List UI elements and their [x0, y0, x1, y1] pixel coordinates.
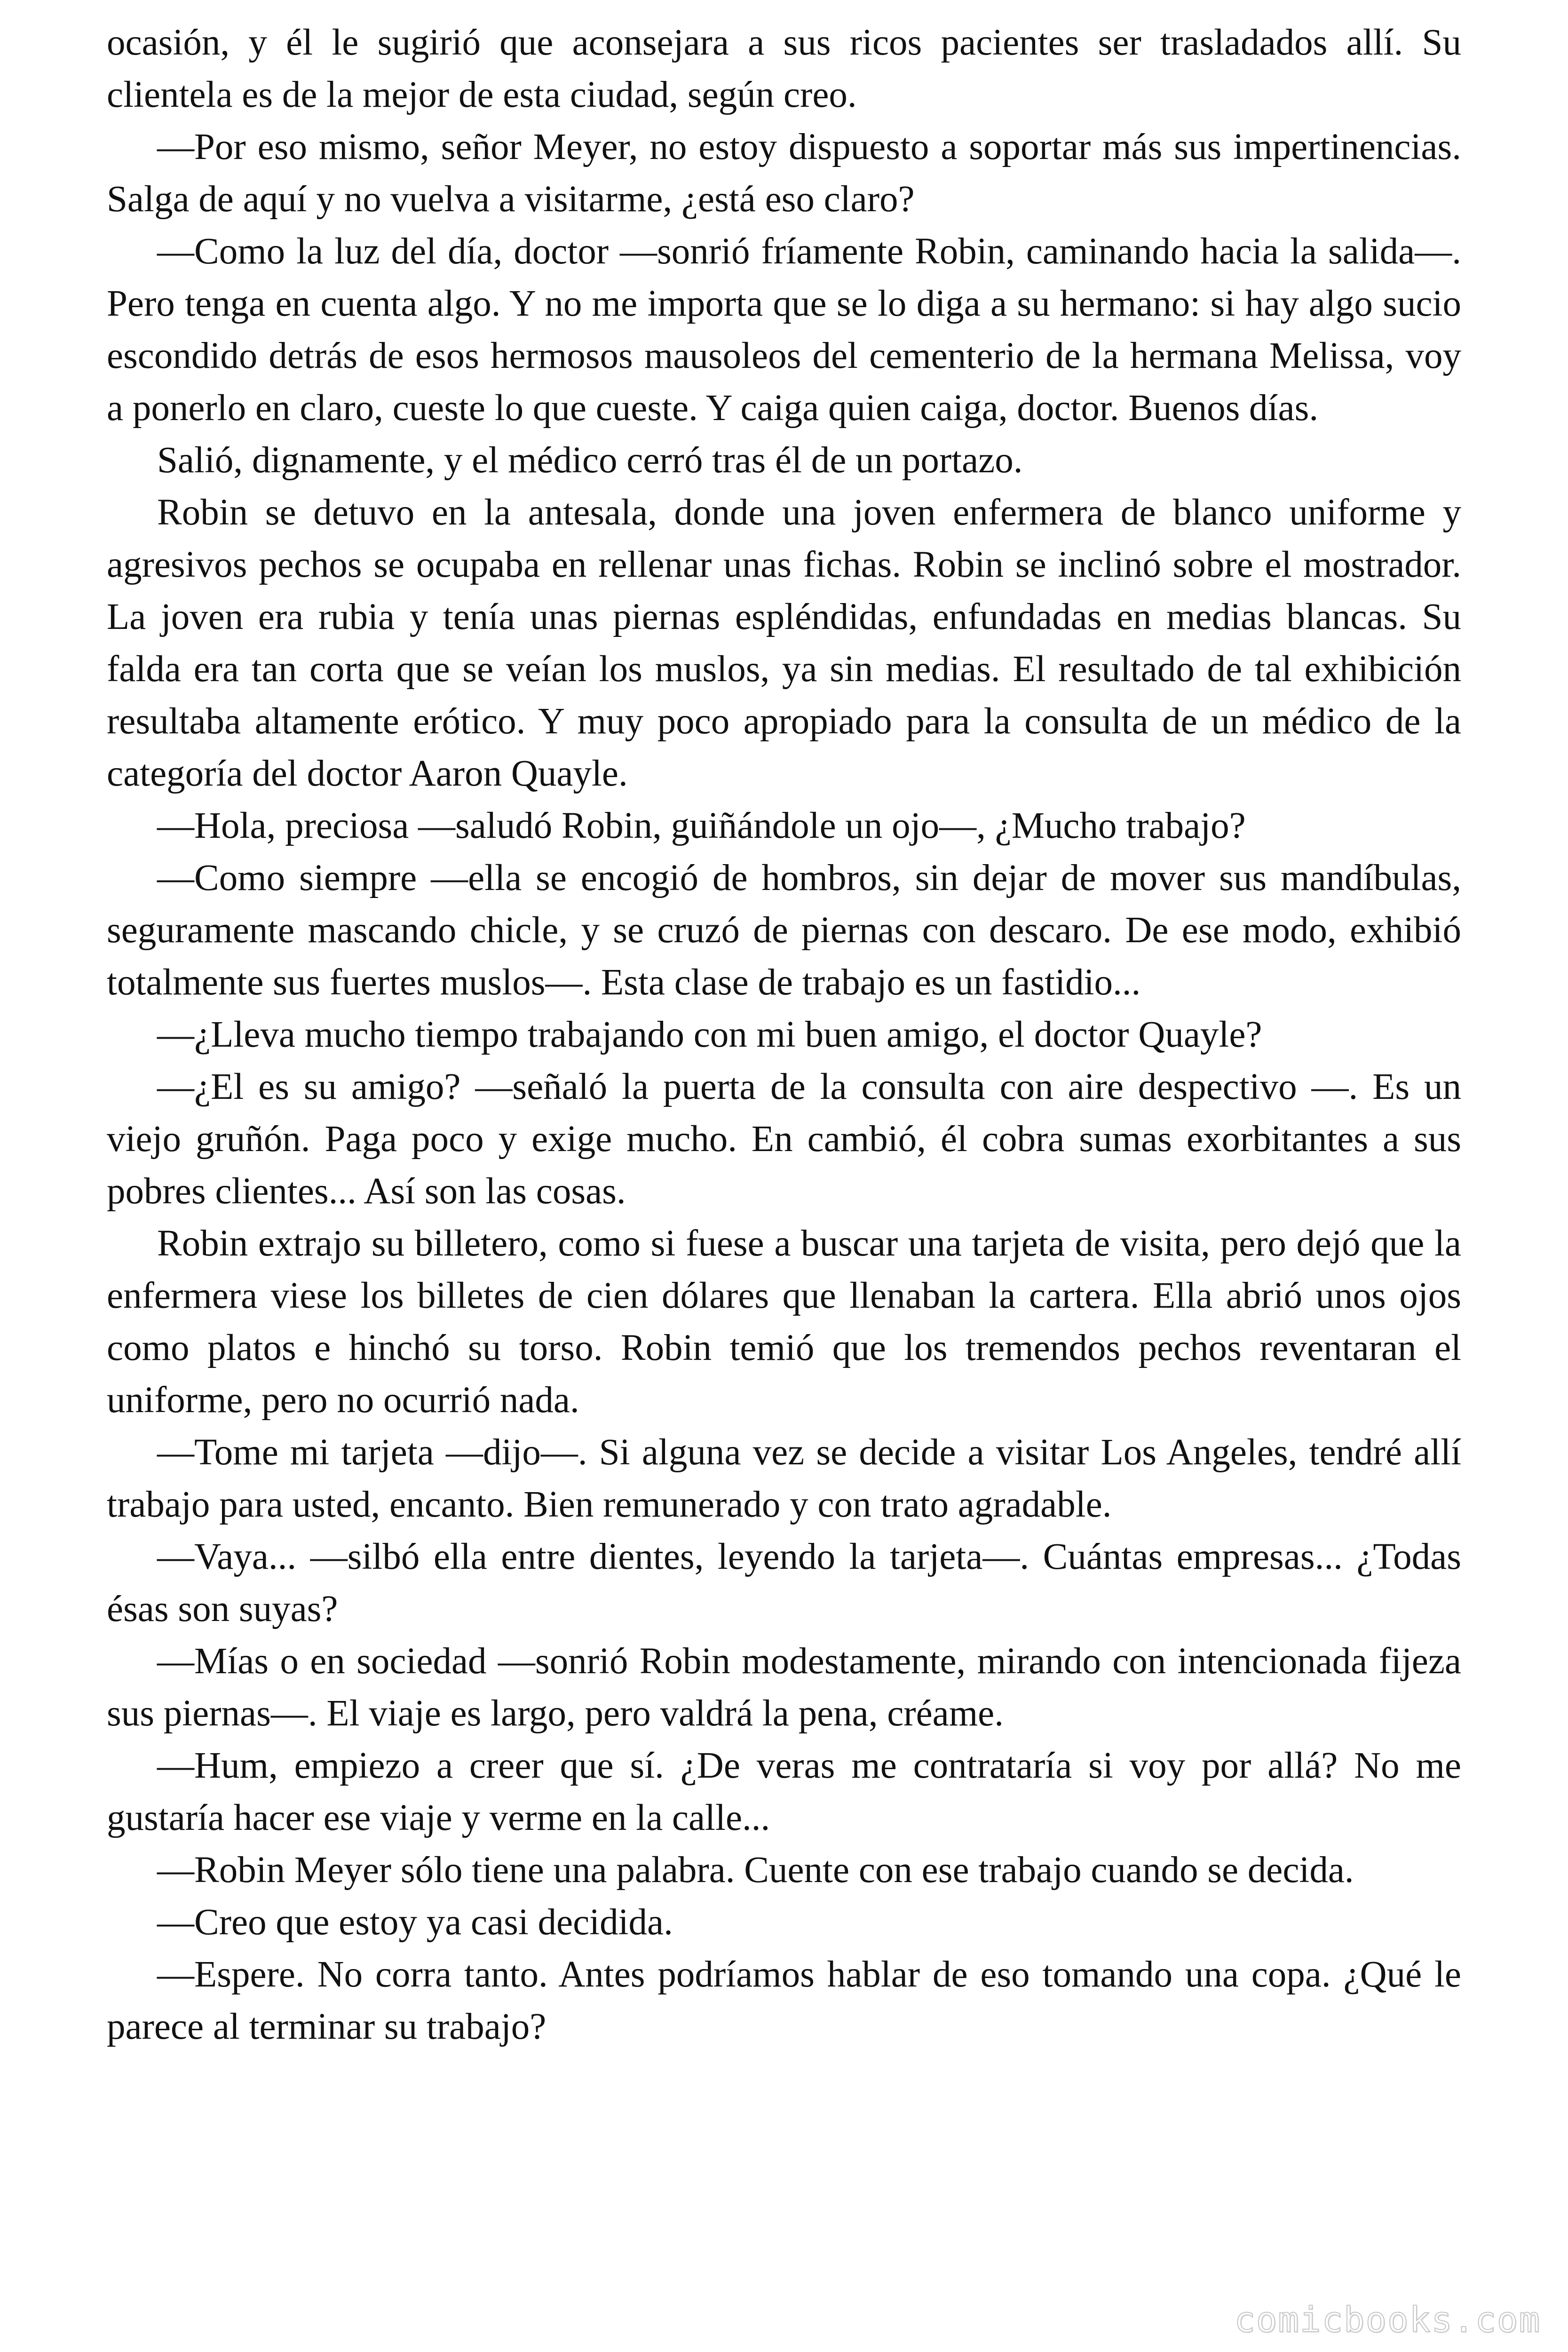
paragraph-12: —Vaya... —silbó ella entre dientes, leyendo la tarjeta—. Cuántas empresas... ¿Todas ésas son suyas?: [107, 1536, 1461, 1629]
paragraph-1: ocasión, y él le sugirió que aconsejara a sus ricos pacientes ser trasladados allí. Su clientela es de la mejor de esta ciudad, según creo.: [107, 22, 1461, 115]
paragraph-7: —Como siempre —ella se encogió de hombros, sin dejar de mover sus mandíbulas, seguramente mascando chicle, y se cruzó de piernas con descaro. De ese modo, exhibió totalmente sus fuertes muslos—. Esta clase de trabajo es un fastidio...: [107, 858, 1461, 1003]
paragraph-3: —Como la luz del día, doctor —sonrió fríamente Robin, caminando hacia la salida—. Pero tenga en cuenta algo. Y no me importa que se lo diga a su hermano: si hay algo sucio escondido detrás de esos hermosos mausoleos del cementerio de la hermana Melissa, voy a ponerlo en claro, cueste lo que cueste. Y caiga quien caiga, doctor. Buenos días.: [107, 231, 1461, 429]
paragraph-15: —Robin Meyer sólo tiene una palabra. Cuente con ese trabajo cuando se decida.: [157, 1850, 1354, 1891]
paragraph-2: —Por eso mismo, señor Meyer, no estoy dispuesto a soportar más sus impertinencias. Salga de aquí y no vuelva a visitarme, ¿está eso claro?: [107, 127, 1461, 220]
paragraph-14: —Hum, empiezo a creer que sí. ¿De veras me contrataría si voy por allá? No me gustaría hacer ese viaje y verme en la calle...: [107, 1745, 1461, 1838]
paragraph-4: Salió, dignamente, y el médico cerró tras él de un portazo.: [157, 440, 1023, 481]
paragraph-16: —Creo que estoy ya casi decidida.: [157, 1902, 673, 1943]
paragraph-11: —Tome mi tarjeta —dijo—. Si alguna vez se decide a visitar Los Angeles, tendré allí trabajo para usted, encanto. Bien remunerado y con trato agradable.: [107, 1432, 1461, 1525]
paragraph-17: —Espere. No corra tanto. Antes podríamos hablar de eso tomando una copa. ¿Qué le parece al terminar su trabajo?: [107, 1954, 1461, 2047]
paragraph-9: —¿El es su amigo? —señaló la puerta de la consulta con aire despectivo —. Es un viejo gruñón. Paga poco y exige mucho. En cambió, él cobra sumas exorbitantes a sus pobres clientes... Así son las cosas.: [107, 1066, 1461, 1212]
paragraph-5: Robin se detuvo en la antesala, donde una joven enfermera de blanco uniforme y agresivos pechos se ocupaba en rellenar unas fichas. Robin se inclinó sobre el mostrador. La joven era rubia y tenía unas piernas espléndidas, enfundadas en medias blancas. Su falda era tan corta que se veían los muslos, ya sin medias. El resultado de tal exhibición resultaba altamente erótico. Y muy poco apropiado para la consulta de un médico de la categoría del doctor Aaron Quayle.: [107, 492, 1461, 794]
paragraph-6: —Hola, preciosa —saludó Robin, guiñándole un ojo—, ¿Mucho trabajo?: [157, 805, 1246, 846]
paragraph-8: —¿Lleva mucho tiempo trabajando con mi buen amigo, el doctor Quayle?: [157, 1014, 1262, 1055]
page-body: [107, 16, 1461, 2053]
watermark: comicbooks.com: [1234, 2300, 1541, 2340]
paragraph-10: Robin extrajo su billetero, como si fuese a buscar una tarjeta de visita, pero dejó que la enfermera viese los billetes de cien dólares que llenaban la cartera. Ella abrió unos ojos como platos e hinchó su torso. Robin temió que los tremendos pechos reventaran el uniforme, pero no ocurrió nada.: [107, 1223, 1461, 1421]
paragraph-13: —Mías o en sociedad —sonrió Robin modestamente, mirando con intencionada fijeza sus piernas—. El viaje es largo, pero valdrá la pena, créame.: [107, 1641, 1461, 1734]
